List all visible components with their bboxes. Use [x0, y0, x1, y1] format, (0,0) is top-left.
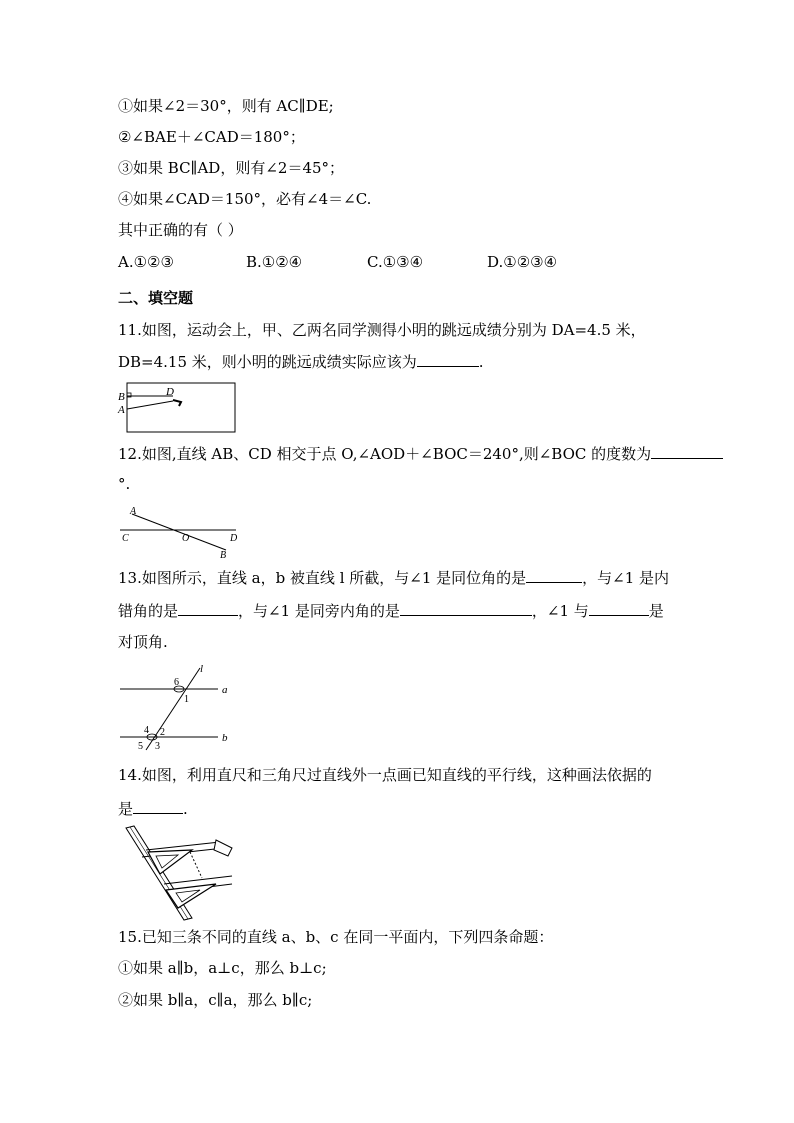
q10-option-b: B.①②④ [246, 253, 303, 271]
section-title: 二、填空题 [118, 289, 194, 307]
q11-text-line2 [118, 351, 484, 372]
q13-text-line1 [118, 567, 669, 588]
q13-label-a: a [222, 684, 228, 696]
q13-angle-2: 2 [160, 727, 165, 738]
q12-text-line1 [118, 443, 723, 464]
q13-blank-1[interactable] [526, 567, 582, 583]
q15-statement-1: ①如果 a∥b，a⊥c，那么 b⊥c; [118, 959, 327, 977]
q10-option-d: D.①②③④ [487, 253, 558, 271]
q14-text-line1: 14.如图，利用直尺和三角尺过直线外一点画已知直线的平行线，这种画法依据的 [118, 766, 652, 784]
q14-text-line2 [118, 798, 188, 819]
q11-text: DB=4.15 米，则小明的跳远成绩实际应该为 [118, 353, 417, 371]
q10-option-c: C.①③④ [367, 253, 424, 271]
q13-figure [118, 662, 238, 750]
q11-period: . [478, 353, 484, 371]
q12-label-c: C [122, 533, 129, 544]
q12-answer-blank[interactable] [651, 443, 723, 459]
q13-text-line2 [118, 600, 664, 621]
q13-blank-2[interactable] [178, 600, 238, 616]
q13-text-4: ，与∠1 是同旁内角的是 [238, 602, 400, 620]
q13-angle-4: 4 [144, 725, 149, 736]
q10-option-a: A.①②③ [118, 253, 174, 271]
q11-label-d: D [166, 386, 174, 398]
q10-statement-2: ②∠BAE＋∠CAD＝180°； [118, 128, 305, 146]
q12-label-o: O [182, 533, 190, 544]
q13-text-2: ，与∠1 是内 [582, 569, 670, 587]
q14-ruler-triangle-figure [120, 822, 240, 922]
q14-period: . [183, 800, 188, 818]
q10-statement-4: ④如果∠CAD＝150°，必有∠4＝∠C. [118, 190, 372, 208]
q12-text-line2: °. [118, 475, 131, 493]
q13-angle-5: 5 [138, 741, 143, 752]
q13-label-b: b [222, 732, 228, 744]
q13-blank-3[interactable] [400, 600, 532, 616]
q12-label-a: A [130, 506, 137, 517]
q12-label-b: B [220, 550, 227, 561]
q13-angle-1: 1 [184, 694, 189, 705]
q13-text-1: 13.如图所示，直线 a，b 被直线 l 所截，与∠1 是同位角的是 [118, 569, 527, 587]
q15-statement-2: ②如果 b∥a，c∥a，那么 b∥c; [118, 991, 313, 1009]
q10-question: 其中正确的有（ ） [118, 221, 243, 239]
q13-blank-4[interactable] [589, 600, 649, 616]
q12-text: 12.如图,直线 AB、CD 相交于点 O,∠AOD＋∠BOC＝240°,则∠BOC 的度数为 [118, 445, 652, 463]
q13-label-l: l [200, 663, 204, 675]
q11-text-line1: 11.如图，运动会上，甲、乙两名同学测得小明的跳远成绩分别为 DA=4.5 米， [118, 321, 646, 339]
q13-angle-3: 3 [155, 741, 160, 752]
q13-text-3: 错角的是 [118, 602, 179, 620]
q10-statement-1: ①如果∠2＝30°，则有 AC∥DE; [118, 97, 334, 115]
q14-answer-blank[interactable] [133, 798, 183, 814]
q13-angle-6: 6 [174, 677, 179, 688]
q11-label-b: B [118, 391, 125, 403]
q11-figure [115, 382, 239, 434]
q11-answer-blank[interactable] [417, 351, 479, 367]
q12-label-d: D [230, 533, 238, 544]
q13-text-line3: 对顶角. [118, 633, 168, 651]
q13-text-5: ，∠1 与 [531, 602, 589, 620]
q14-text: 是 [118, 800, 134, 818]
q11-label-a: A [118, 404, 125, 416]
q12-figure [118, 504, 248, 562]
q10-statement-3: ③如果 BC∥AD，则有∠2＝45°； [118, 159, 345, 177]
q15-text-line1: 15.已知三条不同的直线 a、b、c 在同一平面内，下列四条命题： [118, 928, 554, 946]
q13-text-6: 是 [648, 602, 664, 620]
